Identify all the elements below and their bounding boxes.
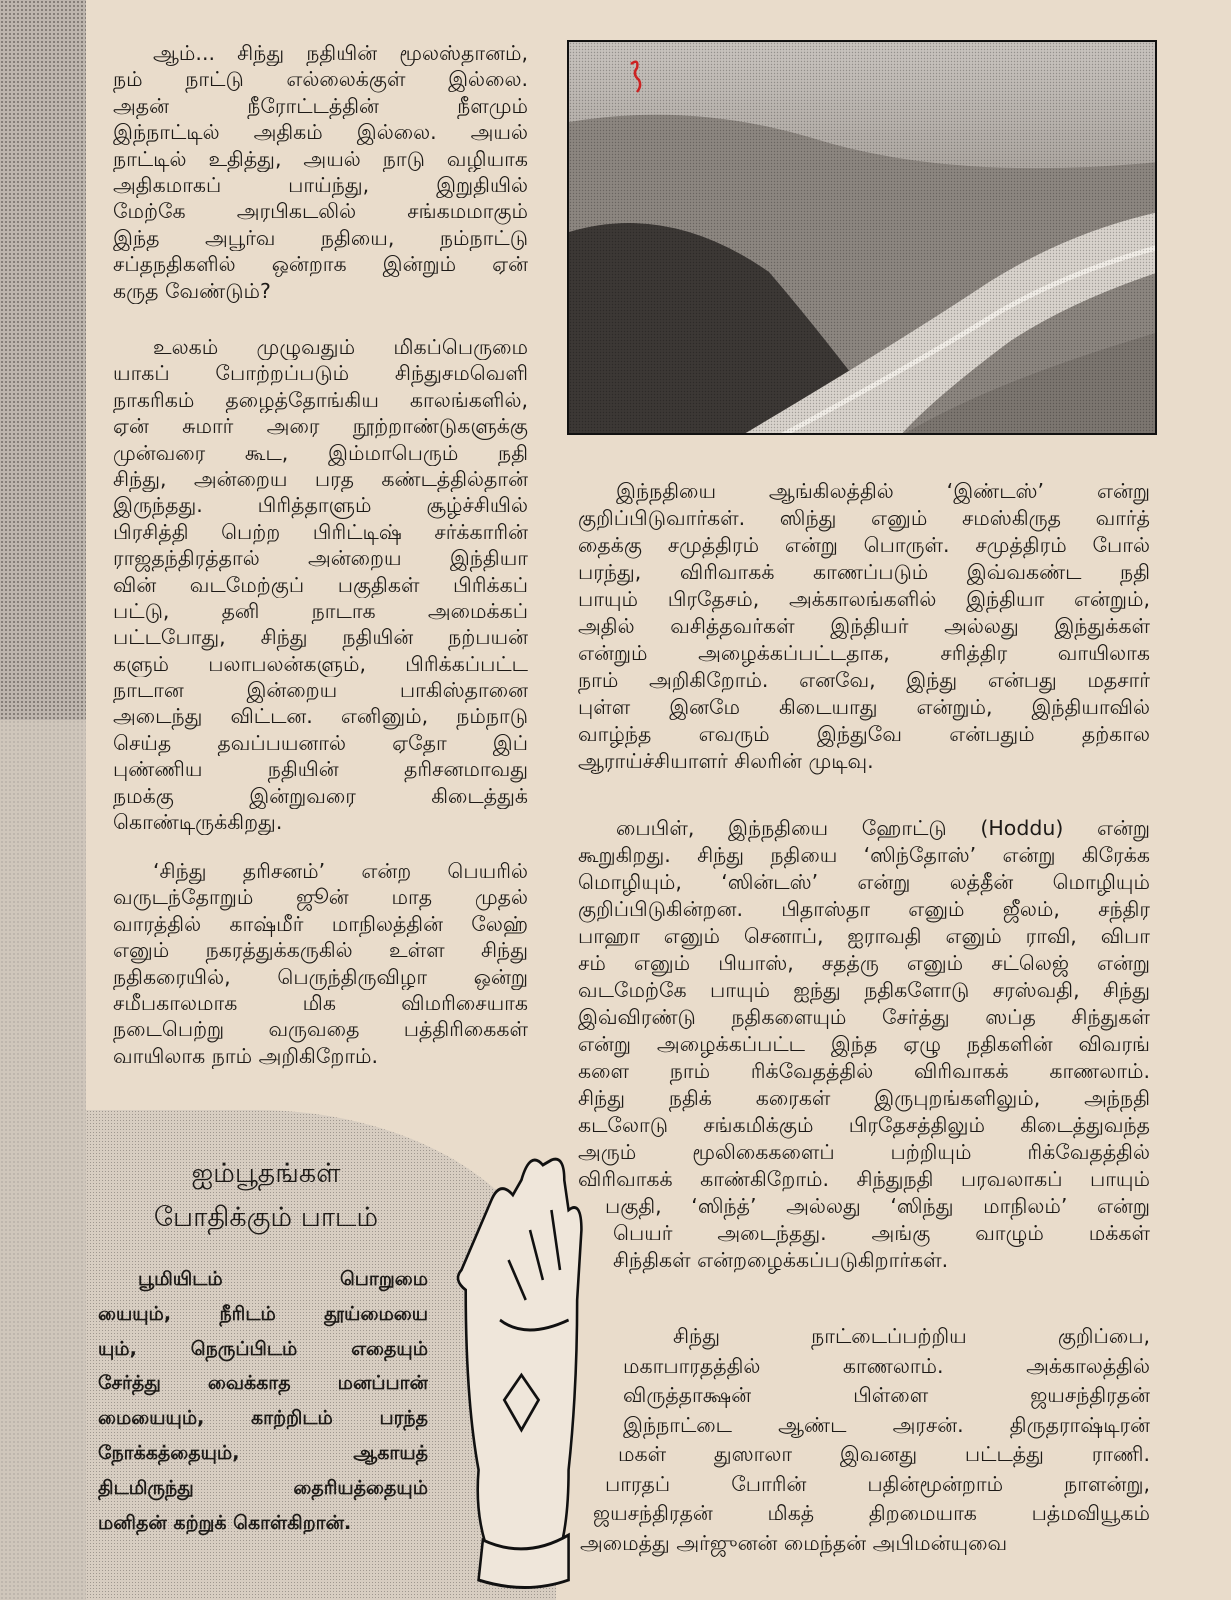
text-line: மனிதன் கற்றுக் கொள்கிறான். xyxy=(98,1511,352,1534)
halftone-band xyxy=(0,0,86,720)
text-line: ஏன் சுமார் அரை நூற்றாண்டுகளுக்கு xyxy=(113,414,528,439)
text-line: என்றும் அழைக்கப்பட்டதாக, சரித்திர வாயிலாக xyxy=(578,641,1150,665)
text-line: வாழ்ந்த எவரும் இந்துவே என்பதும் தற்கால xyxy=(578,722,1150,746)
text-line: நமக்கு இன்றுவரை கிடைத்துக் xyxy=(113,783,528,808)
text-line: குறிப்பிடுகின்றன. பிதாஸ்தா எனும் ஜீலம், சந்திர xyxy=(578,897,1150,921)
text-line: ஆம்... சிந்து நதியின் மூலஸ்தானம், xyxy=(153,41,528,65)
text-line: சம் எனும் பியாஸ், சதத்ரு எனும் சட்லெஜ் என்று xyxy=(578,951,1150,975)
text-line: சமீபகாலமாக மிக விமரிசையாக xyxy=(113,990,528,1015)
text-line: சிந்து நாட்டைப்பற்றிய குறிப்பை, xyxy=(673,1324,1150,1348)
text-line: இந்நாட்டில் அதிகம் இல்லை. அயல் xyxy=(113,120,528,145)
text-line: திடமிருந்து தைரியத்தையும் xyxy=(98,1476,428,1499)
text-line: பட்டபோது, சிந்து நதியின் நற்பயன் xyxy=(113,625,528,650)
text-line: இருந்தது. பிரித்தாளும் சூழ்ச்சியில் xyxy=(113,493,528,518)
box-title-line-1: ஐம்பூதங்கள் xyxy=(191,1158,341,1189)
text-line: சிந்து நதிக் கரைகள் இருபுறங்களிலும், அந்நதி xyxy=(578,1086,1150,1110)
text-line: சிந்திகள் என்றழைக்கப்படுகிறார்கள். xyxy=(613,1248,949,1272)
river-photo xyxy=(567,40,1157,435)
page-edge-strip xyxy=(0,0,86,1600)
text-line: கூறுகிறது. சிந்து நதியை ‘ஸிந்தோஸ்’ என்று கிரேக்க xyxy=(578,843,1150,867)
text-line: புண்ணிய நதியின் தரிசனமாவது xyxy=(113,757,528,782)
text-line: பெயர் அடைந்தது. அங்கு வாழும் மக்கள் xyxy=(613,1221,1150,1245)
left-paragraph-1 xyxy=(113,40,528,304)
text-line: ‘சிந்து தரிசனம்’ என்ற பெயரில் xyxy=(153,859,528,883)
text-line: ஆராய்ச்சியாளர் சிலரின் முடிவு. xyxy=(578,749,874,773)
halftone-band-light xyxy=(0,720,86,1600)
text-line: அதன் நீரோட்டத்தின் நீளமும் xyxy=(113,93,528,118)
text-line: அதிகமாகப் பாய்ந்து, இறுதியில் xyxy=(113,172,528,197)
text-line: ஜயசந்திரதன் மிகத் திறமையாக பத்மவியூகம் xyxy=(593,1501,1150,1525)
text-line: இந்நாட்டை ஆண்ட அரசன். திருதராஷ்டிரன் xyxy=(623,1412,1150,1437)
text-line: பகுதி, ‘ஸிந்த்’ அல்லது ‘ஸிந்து மாநிலம்’ என்று xyxy=(605,1194,1150,1218)
text-line: சேர்த்து வைக்காத மனப்பான் xyxy=(98,1372,428,1395)
box-title-line-2: போதிக்கும் பாடம் xyxy=(153,1202,379,1233)
left-paragraph-3 xyxy=(113,858,528,1069)
text-line: யையும், நீரிடம் தூய்மையை xyxy=(98,1302,428,1325)
text-line: மையையும், காற்றிடம் பரந்த xyxy=(98,1407,428,1430)
text-line: மேற்கே அரபிகடலில் சங்கமமாகும் xyxy=(113,199,528,224)
text-line: கொண்டிருக்கிறது. xyxy=(113,810,283,835)
text-line: பட்டு, தனி நாடாக அமைக்கப் xyxy=(113,598,528,623)
text-line: உலகம் முழுவதும் மிகப்பெருமை xyxy=(153,335,528,359)
text-line: சப்தநதிகளில் ஒன்றாக இன்றும் ஏன் xyxy=(113,252,528,277)
text-line: அதில் வசித்தவர்கள் இந்தியர் அல்லது இந்துக்கள் xyxy=(578,614,1150,638)
left-paragraph-2 xyxy=(113,334,528,835)
text-line: தைக்கு சமுத்திரம் என்று பொருள். சமுத்திரம் போல் xyxy=(578,533,1150,557)
text-line: நாகரிகம் தழைத்தோங்கிய காலங்களில், xyxy=(113,387,528,412)
text-line: நாம் அறிகிறோம். எனவே, இந்து என்பது மதசார் xyxy=(578,668,1150,692)
text-line: அடைந்து விட்டன. எனினும், நம்நாடு xyxy=(113,704,528,729)
text-line: அமைத்து அர்ஜுனன் மைந்தன் அபிமன்யுவை xyxy=(580,1530,1008,1555)
text-line: சிந்து, அன்றைய பரத கண்டத்தில்தான் xyxy=(113,466,528,491)
text-line: யும், நெருப்பிடம் எதையும் xyxy=(98,1337,428,1360)
text-line: பரந்து, விரிவாகக் காணப்படும் இவ்வகண்ட நதி xyxy=(578,560,1150,584)
text-line: நதிகரையில், பெருந்திருவிழா ஒன்று xyxy=(113,964,528,989)
text-line: அரும் மூலிகைகளைப் பற்றியும் ரிக்வேதத்தில் xyxy=(578,1140,1150,1164)
text-line: பாஹா எனும் செனாப், ஐராவதி எனும் ராவி, விபா xyxy=(578,924,1150,948)
text-line: குறிப்பிடுவார்கள். ஸிந்து எனும் சமஸ்கிருத வார்த் xyxy=(578,506,1150,530)
text-line: வாரத்தில் காஷ்மீர் மாநிலத்தின் லேஹ் xyxy=(113,911,528,936)
text-line: நோக்கத்தையும், ஆகாயத் xyxy=(98,1441,428,1464)
right-paragraph-3 xyxy=(578,1322,1150,1558)
text-line: நடைபெற்று வருவதை பத்திரிகைகள் xyxy=(113,1017,528,1042)
text-line: நம் நாட்டு எல்லைக்குள் இல்லை. xyxy=(113,67,528,92)
text-line: பாரதப் போரின் பதின்மூன்றாம் நாளன்று, xyxy=(605,1471,1150,1496)
text-line: யாகப் போற்றப்படும் சிந்துசமவெளி xyxy=(113,361,528,386)
text-line: நாடான இன்றைய பாகிஸ்தானை xyxy=(113,678,528,703)
text-line: இந்நதியை ஆங்கிலத்தில் ‘இண்டஸ்’ என்று xyxy=(616,479,1150,503)
text-line: கடலோடு சங்கமிக்கும் பிரதேசத்திலும் கிடைத்துவந்த xyxy=(578,1113,1150,1137)
text-line: முன்வரை கூட, இம்மாபெரும் நதி xyxy=(113,440,528,465)
text-line: வருடந்தோறும் ஜூன் மாத முதல் xyxy=(113,885,528,910)
text-line: வின் வடமேற்குப் பகுதிகள் பிரிக்கப் xyxy=(113,572,528,597)
right-paragraph-2 xyxy=(578,815,1150,1274)
text-line: வடமேற்கே பாயும் ஐந்து நதிகளோடு சரஸ்வதி, சிந்து xyxy=(578,978,1150,1002)
text-line: பைபிள், இந்நதியை ஹோட்டு (Hoddu) என்று xyxy=(616,816,1150,840)
text-line: மகள் துஸாலா இவனது பட்டத்து ராணி. xyxy=(618,1442,1150,1466)
text-line: களும் பலாபலன்களும், பிரிக்கப்பட்ட xyxy=(113,651,528,676)
text-line: கருத வேண்டும்? xyxy=(113,278,271,303)
box-body xyxy=(98,1262,428,1540)
text-line: நாட்டில் உதித்து, அயல் நாடு வழியாக xyxy=(113,146,528,171)
right-paragraph-1 xyxy=(578,478,1150,775)
text-line: மொழியும், ‘ஸின்டஸ்’ என்று லத்தீன் மொழியும் xyxy=(578,870,1150,894)
text-line: மகாபாரதத்தில் காணலாம். அக்காலத்தில் xyxy=(623,1353,1150,1378)
text-line: பாயும் பிரதேசம், அக்காலங்களில் இந்தியா என்றும், xyxy=(578,587,1150,611)
text-line: பிரசித்தி பெற்ற பிரிட்டிஷ் சர்க்காரின் xyxy=(113,519,528,544)
text-line: களை நாம் ரிக்வேதத்தில் விரிவாகக் காணலாம். xyxy=(578,1059,1150,1083)
text-line: இந்த அபூர்வ நதியை, நம்நாட்டு xyxy=(113,225,528,250)
text-line: என்று அழைக்கப்பட்ட இந்த ஏழு நதிகளின் விவரங் xyxy=(578,1032,1150,1056)
text-line: ராஜதந்திரத்தால் அன்றைய இந்தியா xyxy=(113,546,528,571)
text-line: விரிவாகக் காண்கிறோம். சிந்துநதி பரவலாகப் பாயும் xyxy=(578,1167,1150,1191)
text-line: பூமியிடம் பொறுமை xyxy=(138,1268,428,1290)
text-line: விருத்தாக்ஷன் பிள்ளை ஜயசந்திரதன் xyxy=(623,1383,1150,1407)
text-line: வாயிலாக நாம் அறிகிறோம். xyxy=(113,1043,379,1068)
text-line: இவ்விரண்டு நதிகளையும் சேர்த்து ஸப்த சிந்துகள் xyxy=(578,1005,1150,1029)
text-line: செய்த தவப்பயனால் ஏதோ இப் xyxy=(113,730,528,755)
hand-illustration-icon xyxy=(440,1140,590,1600)
text-line: எனும் நகரத்துக்கருகில் உள்ள சிந்து xyxy=(113,938,528,963)
text-line: புள்ள இனமே கிடையாது என்றும், இந்தியாவில் xyxy=(578,695,1150,719)
